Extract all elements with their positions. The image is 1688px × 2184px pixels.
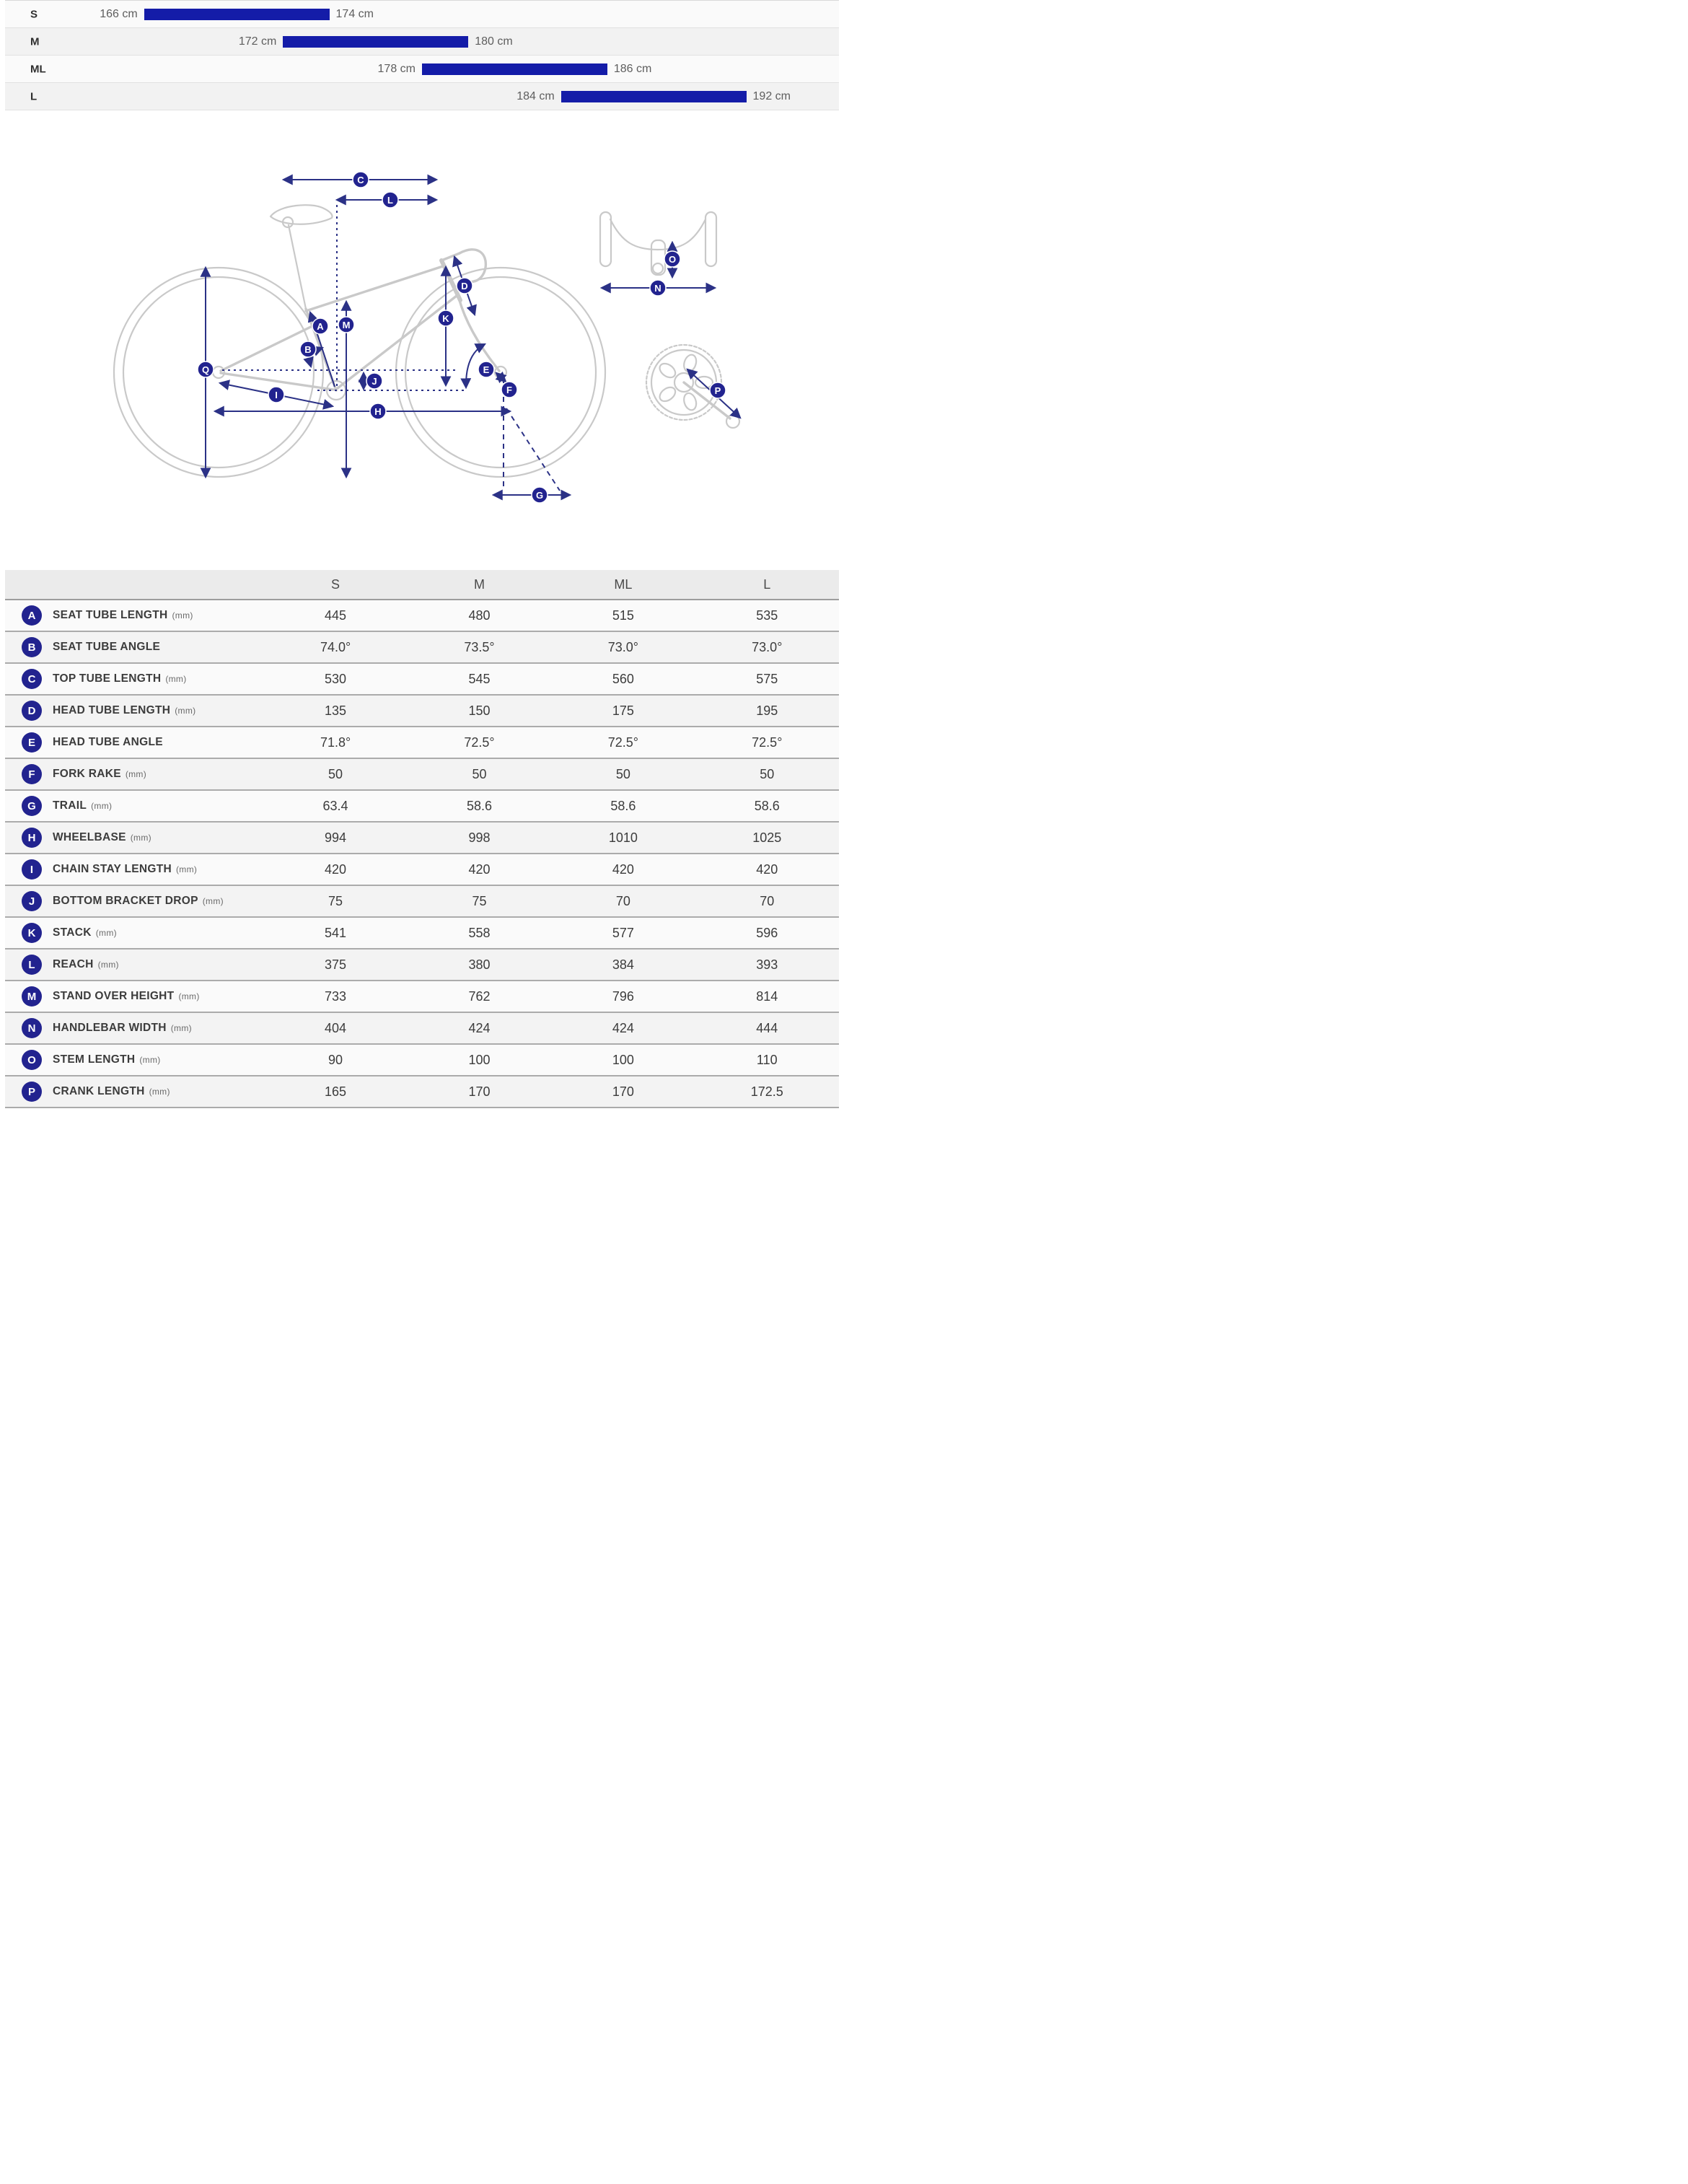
- height-max-label: 174 cm: [335, 7, 374, 20]
- rear-wheel: [114, 268, 323, 477]
- handlebar-top-view: [600, 212, 716, 288]
- measurement-unit: (mm): [170, 1023, 192, 1033]
- measurement-label: [5, 955, 263, 975]
- geometry-value-cell: 393: [756, 957, 778, 972]
- measurement-unit: (mm): [178, 991, 200, 1001]
- diagram-badge-a: [312, 318, 328, 334]
- height-range-bar: [377, 62, 652, 75]
- steering-axis-line: [506, 408, 560, 491]
- measurement-unit: (mm): [172, 610, 193, 620]
- geometry-value-cell: 545: [468, 671, 491, 686]
- height-range-bar: [516, 89, 791, 102]
- height-min-label: 184 cm: [516, 89, 555, 102]
- letter-badge: N: [22, 1018, 42, 1038]
- geometry-value-cell: 175: [612, 703, 634, 718]
- table-row: [5, 1013, 839, 1045]
- measurement-name: SEAT TUBE LENGTH (mm): [53, 609, 193, 621]
- measurement-unit: (mm): [176, 864, 198, 874]
- measurement-unit: (mm): [165, 674, 187, 684]
- diagram-badge-g: [532, 487, 548, 503]
- measurement-name: CRANK LENGTH (mm): [53, 1085, 170, 1097]
- geometry-value-cell: 75: [472, 893, 487, 908]
- table-row: [5, 791, 839, 823]
- table-row: [5, 981, 839, 1013]
- geometry-value-cell: 75: [328, 893, 343, 908]
- measurement-name: CHAIN STAY LENGTH (mm): [53, 863, 198, 875]
- geometry-value-cell: 762: [468, 988, 491, 1004]
- table-row: [5, 1045, 839, 1076]
- letter-badge: B: [22, 637, 42, 657]
- geometry-value-cell: 50: [615, 766, 630, 781]
- svg-text:G: G: [535, 490, 544, 501]
- svg-text:L: L: [387, 195, 393, 206]
- measurement-name: FORK RAKE (mm): [53, 768, 147, 780]
- measurement-unit: (mm): [125, 769, 147, 779]
- geometry-value-cell: 90: [328, 1052, 343, 1067]
- table-row: [5, 886, 839, 918]
- geometry-value-cell: 480: [468, 608, 491, 623]
- bike-geometry-diagram: [0, 165, 844, 518]
- table-row: [5, 632, 839, 664]
- letter-badge: C: [22, 669, 42, 689]
- measurement-label: [5, 796, 263, 816]
- geometry-value-cell: 558: [468, 925, 491, 940]
- column-header-m: M: [473, 576, 485, 592]
- diagram-badge-k: [438, 310, 454, 326]
- geometry-value-cell: 50: [760, 766, 775, 781]
- svg-text:C: C: [357, 175, 364, 185]
- letter-badge: E: [22, 732, 42, 753]
- geometry-value-cell: 1010: [608, 830, 638, 845]
- svg-text:K: K: [442, 313, 449, 324]
- measurement-unit: (mm): [202, 896, 224, 906]
- geometry-value-cell: 575: [756, 671, 778, 686]
- diagram-badge-l: [382, 192, 398, 208]
- table-row: [5, 696, 839, 727]
- diagram-badge-p: [710, 382, 726, 398]
- height-min-label: 178 cm: [377, 62, 416, 75]
- diagram-badge-n: [650, 280, 666, 296]
- geometry-value-cell: 170: [612, 1084, 634, 1099]
- measurement-name: HANDLEBAR WIDTH (mm): [53, 1022, 192, 1034]
- geometry-value-cell: 71.8°: [320, 734, 351, 750]
- diagram-badge-m: [338, 317, 354, 333]
- geometry-value-cell: 58.6: [610, 798, 636, 813]
- svg-text:I: I: [275, 390, 278, 400]
- geometry-value-cell: 50: [328, 766, 343, 781]
- svg-text:F: F: [506, 385, 512, 395]
- measurement-unit: (mm): [95, 928, 117, 938]
- diagram-badge-d: [457, 278, 472, 294]
- geometry-value-cell: 172.5: [750, 1084, 783, 1099]
- table-row: [5, 664, 839, 696]
- geometry-value-cell: 73.0°: [752, 639, 783, 654]
- geometry-value-cell: 135: [325, 703, 347, 718]
- saddle: [271, 205, 332, 224]
- height-max-label: 180 cm: [475, 35, 513, 48]
- geometry-value-cell: 100: [468, 1052, 491, 1067]
- measurement-label: [5, 669, 263, 689]
- height-min-label: 172 cm: [238, 35, 277, 48]
- table-row: [5, 1076, 839, 1108]
- diagram-badge-j: [366, 373, 382, 389]
- measurement-label: [5, 1018, 263, 1038]
- measurement-name: TRAIL (mm): [53, 799, 113, 812]
- diagram-badge-o: [664, 251, 680, 267]
- letter-badge: P: [22, 1082, 42, 1102]
- table-row: [5, 823, 839, 854]
- geometry-value-cell: 72.5°: [464, 734, 495, 750]
- svg-text:H: H: [374, 406, 382, 417]
- geometry-value-cell: 110: [756, 1052, 778, 1067]
- size-row[interactable]: [5, 28, 839, 56]
- geometry-value-cell: 420: [756, 861, 778, 877]
- geometry-value-cell: 424: [612, 1020, 634, 1035]
- geometry-value-cell: 998: [468, 830, 491, 845]
- diagram-badge-f: [501, 382, 517, 398]
- geometry-value-cell: 58.6: [754, 798, 780, 813]
- measurement-label: [5, 1082, 263, 1102]
- measurement-name: STACK (mm): [53, 926, 117, 939]
- diagram-badge-c: [353, 172, 369, 188]
- table-row: [5, 600, 839, 632]
- geometry-value-cell: 515: [612, 608, 634, 623]
- measurement-unit: (mm): [149, 1087, 170, 1097]
- table-row: [5, 918, 839, 950]
- geometry-value-cell: 195: [756, 703, 778, 718]
- measurement-label: [5, 637, 263, 657]
- measurement-unit: (mm): [97, 960, 119, 970]
- diagram-badge-i: [268, 387, 284, 403]
- geometry-value-cell: 596: [756, 925, 778, 940]
- svg-text:J: J: [372, 376, 377, 387]
- size-row-label: S: [30, 8, 38, 20]
- letter-badge: O: [22, 1050, 42, 1070]
- geometry-value-cell: 733: [325, 988, 347, 1004]
- size-row[interactable]: [5, 1, 839, 28]
- measurement-name: REACH (mm): [53, 958, 119, 970]
- geometry-value-cell: 72.5°: [752, 734, 783, 750]
- size-row-label: ML: [30, 63, 46, 75]
- geometry-value-cell: 58.6: [466, 798, 492, 813]
- measurement-label: [5, 891, 263, 911]
- geometry-value-cell: 72.5°: [607, 734, 638, 750]
- front-wheel: [396, 268, 605, 477]
- table-row: [5, 759, 839, 791]
- size-row[interactable]: [5, 83, 839, 110]
- letter-badge: D: [22, 701, 42, 721]
- letter-badge: A: [22, 605, 42, 626]
- svg-text:D: D: [461, 281, 468, 291]
- letter-badge: K: [22, 923, 42, 943]
- geometry-value-cell: 73.5°: [464, 639, 495, 654]
- geometry-value-cell: 165: [325, 1084, 347, 1099]
- measurement-label: [5, 859, 263, 880]
- height-range-bar: [238, 35, 513, 48]
- table-row: [5, 854, 839, 886]
- letter-badge: L: [22, 955, 42, 975]
- geometry-value-cell: 375: [325, 957, 347, 972]
- height-max-label: 186 cm: [613, 62, 652, 75]
- diagram-badge-b: [300, 341, 316, 357]
- geometry-value-cell: 170: [468, 1084, 491, 1099]
- svg-text:N: N: [654, 283, 661, 294]
- letter-badge: F: [22, 764, 42, 784]
- geometry-value-cell: 404: [325, 1020, 347, 1035]
- geometry-value-cell: 420: [612, 861, 634, 877]
- measurement-name: HEAD TUBE ANGLE: [53, 736, 163, 748]
- crankset: [646, 345, 740, 428]
- letter-badge: I: [22, 859, 42, 880]
- measurement-label: [5, 605, 263, 626]
- geometry-value-cell: 74.0°: [320, 639, 351, 654]
- size-row[interactable]: [5, 56, 839, 83]
- diagram-badges: [198, 172, 726, 503]
- measurement-name: TOP TUBE LENGTH (mm): [53, 672, 187, 685]
- geometry-value-cell: 70: [615, 893, 630, 908]
- geometry-table-header: [5, 570, 839, 600]
- geometry-value-cell: 70: [760, 893, 775, 908]
- svg-text:P: P: [714, 385, 721, 396]
- geometry-value-cell: 560: [612, 671, 634, 686]
- table-row: [5, 727, 839, 759]
- measurement-label: [5, 828, 263, 848]
- column-header-ml: ML: [614, 576, 633, 592]
- measurement-label: [5, 923, 263, 943]
- geometry-value-cell: 1025: [752, 830, 782, 845]
- size-row-label: M: [30, 35, 40, 48]
- geometry-table: [5, 570, 839, 1108]
- measurement-name: WHEELBASE (mm): [53, 831, 151, 843]
- geometry-value-cell: 530: [325, 671, 347, 686]
- svg-text:E: E: [483, 364, 490, 375]
- letter-badge: H: [22, 828, 42, 848]
- svg-text:Q: Q: [201, 364, 210, 375]
- fork: [459, 298, 499, 371]
- measurement-name: HEAD TUBE LENGTH (mm): [53, 704, 196, 716]
- frame: [221, 205, 499, 400]
- size-row-label: L: [30, 90, 38, 102]
- measurement-label: [5, 764, 263, 784]
- geometry-value-cell: 420: [468, 861, 491, 877]
- bike-line-drawing: [0, 165, 844, 518]
- letter-badge: M: [22, 986, 42, 1007]
- geometry-table-body: [5, 600, 839, 1108]
- column-header-l: L: [763, 576, 771, 592]
- geometry-value-cell: 796: [612, 988, 634, 1004]
- measurement-unit: (mm): [175, 706, 196, 716]
- measurement-unit: (mm): [130, 833, 151, 843]
- handlebar-drop: [460, 250, 485, 282]
- rider-height-size-chart: [5, 0, 839, 110]
- diagram-badge-h: [370, 403, 386, 419]
- column-header-s: S: [331, 576, 340, 592]
- diagram-badge-q: [198, 361, 214, 377]
- measurement-name: STEM LENGTH (mm): [53, 1053, 161, 1066]
- geometry-value-cell: 541: [325, 925, 347, 940]
- measurement-label: [5, 1050, 263, 1070]
- height-min-label: 166 cm: [100, 7, 138, 20]
- svg-text:O: O: [668, 254, 677, 265]
- height-range-bar: [100, 7, 374, 20]
- geometry-value-cell: 814: [756, 988, 778, 1004]
- geometry-value-cell: 445: [325, 608, 347, 623]
- measurement-name: STAND OVER HEIGHT (mm): [53, 990, 200, 1002]
- measurement-label: [5, 732, 263, 753]
- svg-text:A: A: [317, 321, 324, 332]
- letter-badge: G: [22, 796, 42, 816]
- table-row: [5, 950, 839, 981]
- geometry-value-cell: 150: [468, 703, 491, 718]
- svg-text:M: M: [342, 320, 351, 330]
- geometry-page: [0, 0, 844, 1108]
- letter-badge: J: [22, 891, 42, 911]
- measurement-name: BOTTOM BRACKET DROP (mm): [53, 895, 224, 907]
- geometry-value-cell: 420: [325, 861, 347, 877]
- geometry-value-cell: 444: [756, 1020, 778, 1035]
- geometry-value-cell: 424: [468, 1020, 491, 1035]
- geometry-value-cell: 73.0°: [607, 639, 638, 654]
- measurement-label: [5, 986, 263, 1007]
- geometry-value-cell: 100: [612, 1052, 634, 1067]
- geometry-value-cell: 577: [612, 925, 634, 940]
- height-max-label: 192 cm: [752, 89, 791, 102]
- geometry-value-cell: 63.4: [322, 798, 348, 813]
- geometry-value-cell: 994: [325, 830, 347, 845]
- geometry-value-cell: 384: [612, 957, 634, 972]
- measurement-unit: (mm): [91, 801, 113, 811]
- svg-text:B: B: [304, 344, 312, 355]
- geometry-value-cell: 535: [756, 608, 778, 623]
- measurement-unit: (mm): [139, 1055, 161, 1065]
- geometry-value-cell: 50: [472, 766, 487, 781]
- measurement-label: [5, 701, 263, 721]
- diagram-badge-e: [478, 361, 494, 377]
- geometry-value-cell: 380: [468, 957, 491, 972]
- measurement-name: SEAT TUBE ANGLE: [53, 641, 161, 653]
